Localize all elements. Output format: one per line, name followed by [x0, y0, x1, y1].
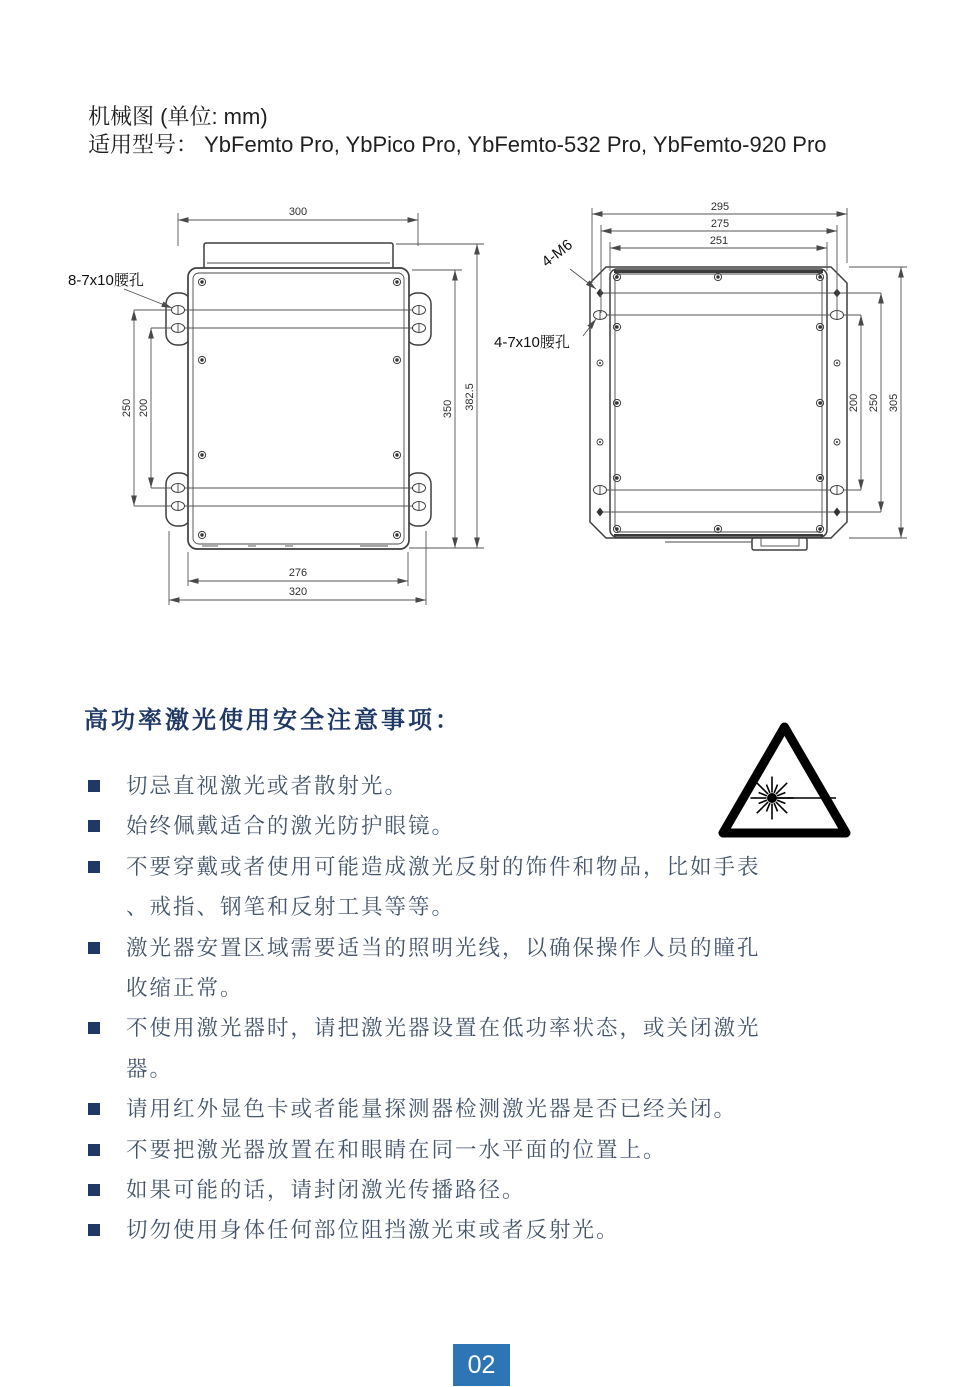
safety-item-text: 不使用激光器时，请把激光器设置在低功率状态，或关闭激光 器。 [126, 1016, 761, 1081]
slot-label-8-7x10 [68, 271, 172, 308]
page-number-badge [453, 1344, 510, 1386]
page-number: 02 [467, 1350, 496, 1379]
bottom-connector [665, 538, 807, 550]
bullet-square-icon [88, 1224, 100, 1236]
safety-item [88, 1089, 808, 1129]
safety-item [88, 766, 808, 806]
bullet-square-icon [88, 942, 100, 954]
dimension-top-300 [178, 206, 418, 246]
safety-item-text: 不要穿戴或者使用可能造成激光反射的饰件和物品，比如手表 、戒指、钢笔和反射工具等等。 [126, 854, 761, 920]
safety-item-text: 不要把激光器放置在和眼睛在同一水平面的位置上。 [126, 1137, 667, 1162]
safety-item [88, 1008, 808, 1089]
bullet-square-icon [88, 1103, 100, 1115]
safety-item-text: 激光器安置区域需要适当的照明光线，以确保操作人员的瞳孔 收缩正常。 [126, 935, 761, 1001]
dimension-top-251 [610, 235, 827, 271]
dimension-left-200 [138, 328, 151, 488]
dimension-left-250 [121, 310, 134, 506]
svg-text:295: 295 [710, 201, 730, 213]
svg-text:275: 275 [710, 218, 730, 230]
lid-protrusion [204, 243, 393, 269]
safety-item-text: 始终佩戴适合的激光防护眼镜。 [126, 814, 456, 839]
bullet-square-icon [88, 1022, 100, 1034]
dimension-bottom-276 [188, 552, 408, 586]
dimension-right-250 [868, 293, 881, 512]
bullet-square-icon [88, 1184, 100, 1196]
dimension-right-200 [848, 315, 861, 490]
svg-text:276: 276 [288, 567, 308, 579]
safety-item [88, 1210, 808, 1250]
svg-text:305: 305 [888, 393, 900, 413]
bullet-square-icon [88, 780, 100, 792]
svg-text:4-7x10腰孔: 4-7x10腰孔 [494, 334, 570, 351]
safety-item-text: 如果可能的话，请封闭激光传播路径。 [126, 1178, 526, 1203]
svg-text:200: 200 [848, 393, 860, 413]
safety-item [88, 1170, 808, 1210]
safety-item [88, 928, 808, 1009]
safety-item-text: 切忌直视激光或者散射光。 [126, 774, 409, 798]
drawing-title: 机械图 (单位: mm) [88, 104, 268, 129]
svg-text:250: 250 [868, 393, 880, 413]
svg-text:251: 251 [709, 235, 729, 247]
mechanical-drawing-base-view [490, 195, 920, 615]
safety-list [88, 766, 808, 1251]
svg-text:250: 250 [121, 398, 133, 418]
svg-text:300: 300 [288, 206, 308, 218]
svg-text:4-M6: 4-M6 [538, 236, 576, 271]
svg-text:350: 350 [442, 399, 454, 419]
bullet-square-icon [88, 820, 100, 832]
screw-label-4-m6 [539, 236, 596, 289]
safety-item-text: 请用红外显色卡或者能量探测器检测激光器是否已经关闭。 [126, 1097, 738, 1122]
svg-text:8-7x10腰孔: 8-7x10腰孔 [68, 272, 144, 289]
bullet-square-icon [88, 1144, 100, 1156]
mechanical-drawing-top-view [60, 195, 490, 615]
svg-text:382.5: 382.5 [464, 383, 476, 411]
slot-label-4-7x10 [494, 319, 596, 351]
safety-item-text: 切勿使用身体任何部位阻挡激光束或者反射光。 [126, 1218, 620, 1243]
svg-text:320: 320 [288, 586, 308, 598]
page-header [88, 103, 827, 159]
safety-section-heading: 高功率激光使用安全注意事项： [84, 707, 462, 734]
safety-item [88, 847, 808, 928]
base-panel [610, 269, 827, 537]
bullet-square-icon [88, 861, 100, 873]
safety-item [88, 806, 808, 846]
svg-text:200: 200 [138, 398, 150, 418]
safety-item [88, 1130, 808, 1170]
applicable-models: 适用型号： YbFemto Pro, YbPico Pro, YbFemto-532 Pro, YbFemto-920 Pro [88, 132, 827, 157]
